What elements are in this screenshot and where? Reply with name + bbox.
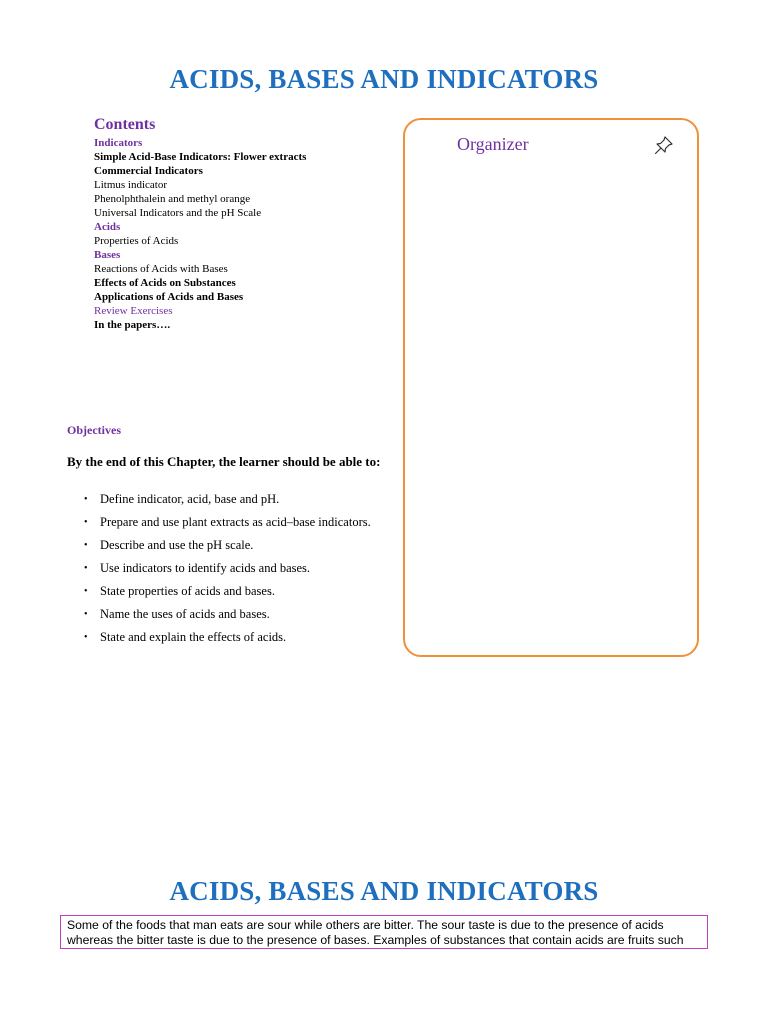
toc-item: Applications of Acids and Bases [94, 291, 244, 303]
objective-item [82, 607, 392, 622]
toc-item: Effects of Acids on Substances [94, 277, 236, 289]
contents-heading: Contents [94, 116, 156, 133]
objective-text: Prepare and use plant extracts as acid–base indicators. [100, 515, 371, 529]
toc-item: Litmus indicator [94, 179, 168, 191]
toc-item: Reactions of Acids with Bases [94, 263, 228, 275]
toc-item: Commercial Indicators [94, 165, 203, 177]
organizer-label: Organizer [457, 134, 529, 154]
bullet-icon: • [84, 632, 88, 643]
objective-text: State properties of acids and bases. [100, 584, 275, 598]
page-title: ACIDS, BASES AND INDICATORS [169, 64, 599, 94]
toc-item: Review Exercises [94, 305, 173, 317]
objectives-intro: By the end of this Chapter, the learner should be able to: [67, 454, 381, 469]
toc-item: Simple Acid-Base Indicators: Flower extracts [94, 151, 307, 163]
objective-item [82, 630, 392, 645]
toc-item: Indicators [94, 137, 143, 149]
objective-text: Use indicators to identify acids and bases. [100, 561, 311, 575]
objective-item [82, 561, 392, 576]
toc-item: Phenolphthalein and methyl orange [94, 193, 251, 205]
toc-list [94, 136, 394, 332]
objective-item [82, 584, 392, 599]
objective-text: Define indicator, acid, base and pH. [100, 492, 280, 506]
objective-text: Name the uses of acids and bases. [100, 607, 270, 621]
toc-item: Acids [94, 221, 121, 233]
bullet-icon: • [84, 563, 88, 574]
contents-section [94, 116, 394, 332]
objectives-list [82, 492, 392, 653]
section-title: ACIDS, BASES AND INDICATORS [169, 876, 599, 906]
objective-item [82, 538, 392, 553]
bullet-icon: • [84, 494, 88, 505]
intro-paragraph: Some of the foods that man eats are sour while others are bitter. The sour taste is due to the presence of acids whereas the bitter taste is due to the presence of bases. Examples of substances that contain acids are fruits such [60, 915, 708, 949]
objective-item [82, 492, 392, 507]
organizer-box [403, 118, 699, 657]
toc-item: Properties of Acids [94, 235, 179, 247]
toc-item: In the papers…. [94, 319, 171, 331]
toc-item: Bases [94, 249, 121, 261]
objectives-heading: Objectives [67, 423, 121, 437]
bullet-icon: • [84, 609, 88, 620]
objective-text: Describe and use the pH scale. [100, 538, 254, 552]
bullet-icon: • [84, 586, 88, 597]
pushpin-icon [653, 134, 675, 156]
bullet-icon: • [84, 540, 88, 551]
toc-item: Universal Indicators and the pH Scale [94, 207, 262, 219]
objective-text: State and explain the effects of acids. [100, 630, 287, 644]
bullet-icon: • [84, 517, 88, 528]
objective-item [82, 515, 392, 530]
